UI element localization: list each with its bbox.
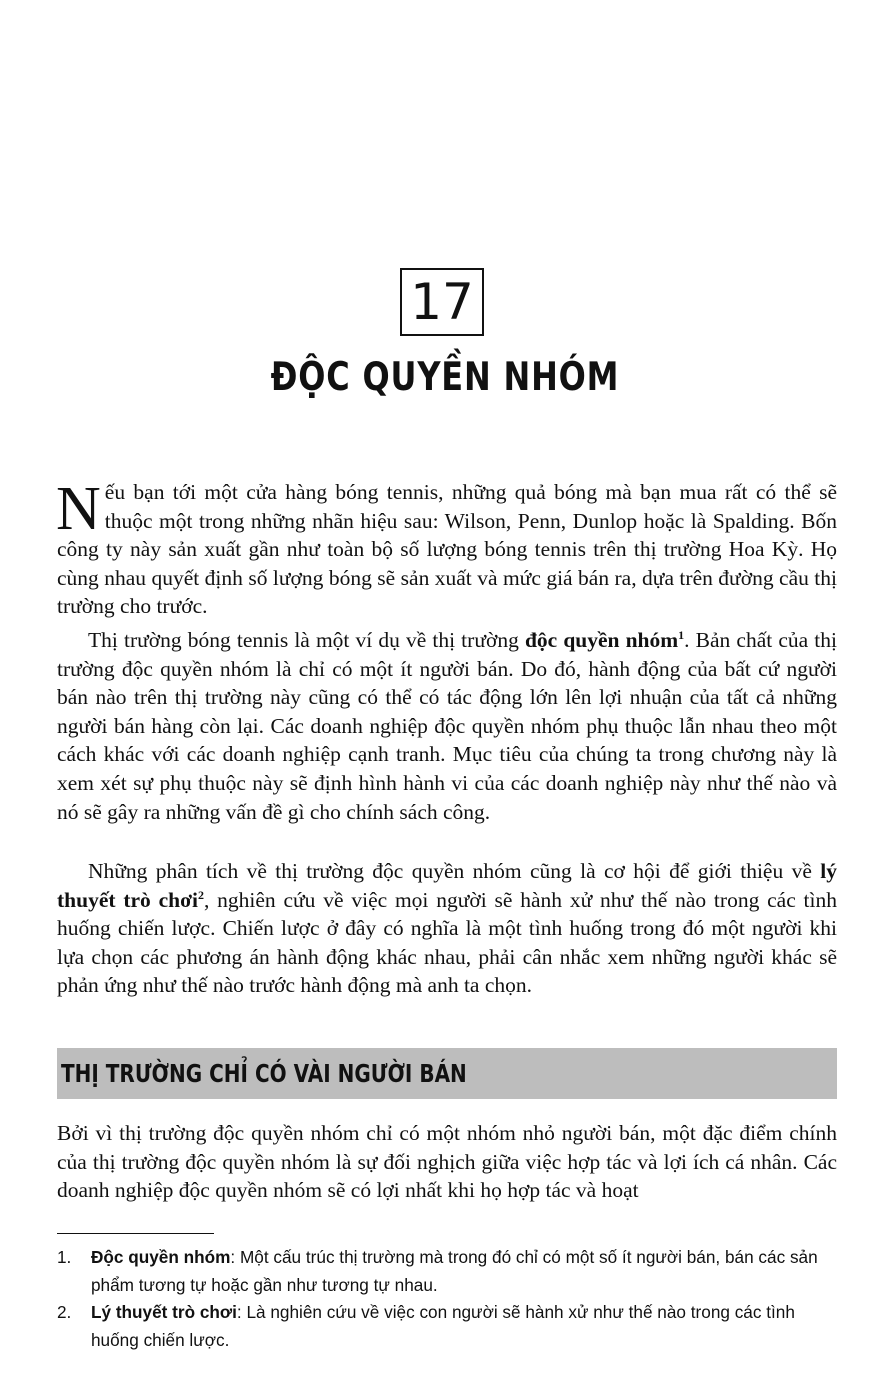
- paragraph-text: Những phân tích về thị trường độc quyền nhóm cũng là cơ hội để giới thiệu về: [88, 859, 821, 883]
- footnote-text: : Một cấu trúc thị trường mà trong đó chỉ có một số ít người bán, bán các sản phẩm tương tự hoặc gần như tương tự nhau.: [91, 1247, 818, 1295]
- footnote-ref: 1: [678, 627, 685, 642]
- key-term: độc quyền nhóm: [524, 628, 679, 652]
- section-header: [57, 1048, 837, 1099]
- chapter-title: ĐỘC QUYỀN NHÓM: [270, 355, 620, 400]
- key-term: lý thuyết trò chơi: [57, 859, 837, 912]
- drop-cap: N: [56, 475, 101, 543]
- chapter-number: 17: [400, 268, 484, 336]
- paragraph-intro: [56, 475, 837, 621]
- paragraph-text: . Bản chất của thị trường độc quyền nhóm là chỉ có một ít người bán. Do đó, hành động của bất cứ người bán nào trên thị trường này cũng có thể có tác động lớn lên lợi nhuận của tất cả những người bán hàng còn lại. Các doanh nghiệp độc quyền nhóm phụ thuộc lẫn nhau theo một cách khác với các doanh nghiệp cạnh tranh. Mục tiêu của chúng ta trong chương này là xem xét sự phụ thuộc này sẽ định hình hành vi của các doanh nghiệp này như thế nào và nó sẽ gây ra những vấn đề gì cho chính sách công.: [57, 628, 837, 824]
- footnote-term: Lý thuyết trò chơi: [91, 1302, 237, 1322]
- footnote-text: : Là nghiên cứu về việc con người sẽ hành xử như thế nào trong các tình huống chiến lược.: [91, 1302, 795, 1350]
- footnotes: [57, 1244, 847, 1354]
- footnote-term: Độc quyền nhóm: [91, 1247, 231, 1267]
- footnote-item: [57, 1244, 847, 1299]
- footnote-body: [91, 1299, 847, 1354]
- paragraph-text: , nghiên cứu về việc mọi người sẽ hành xử như thế nào trong các tình huống chiến lược. Chiến lược ở đây có nghĩa là một tình huống trong đó một người khi lựa chọn các phương án hành động khác nhau, phải cân nhắc xem những người khác sẽ phản ứng như thế nào trước hành động mà anh ta chọn.: [57, 887, 838, 998]
- section-title: THỊ TRƯỜNG CHỈ CÓ VÀI NGƯỜI BÁN: [61, 1059, 467, 1088]
- paragraph-text: Thị trường bóng tennis là một ví dụ về thị trường: [88, 628, 525, 652]
- footnote-ref: 2: [197, 887, 204, 902]
- paragraph-game-theory: [57, 857, 837, 1000]
- footnote-item: [57, 1299, 847, 1354]
- paragraph-intro-text: ếu bạn tới một cửa hàng bóng tennis, những quả bóng mà bạn mua rất có thể sẽ thuộc một trong những nhãn hiệu sau: Wilson, Penn, Dunlop hoặc là Spalding. Bốn công ty này sản xuất gần như toàn bộ số lượng bóng tennis trên thị trường Hoa Kỳ. Họ cùng nhau quyết định số lượng bóng sẽ sản xuất và mức giá bán ra, dựa trên đường cầu thị trường cho trước.: [57, 480, 837, 619]
- footnote-number: 2.: [57, 1302, 72, 1322]
- paragraph-oligopoly: [57, 626, 837, 826]
- footnote-body: [91, 1244, 847, 1299]
- footnote-divider: [57, 1233, 214, 1234]
- paragraph-section-body: Bởi vì thị trường độc quyền nhóm chỉ có một nhóm nhỏ người bán, một đặc điểm chính của thị trường độc quyền nhóm là sự đối nghịch giữa việc hợp tác và lợi ích cá nhân. Các doanh nghiệp độc quyền nhóm sẽ có lợi nhất khi họ hợp tác và hoạt: [57, 1121, 837, 1203]
- footnote-number: 1.: [57, 1247, 72, 1267]
